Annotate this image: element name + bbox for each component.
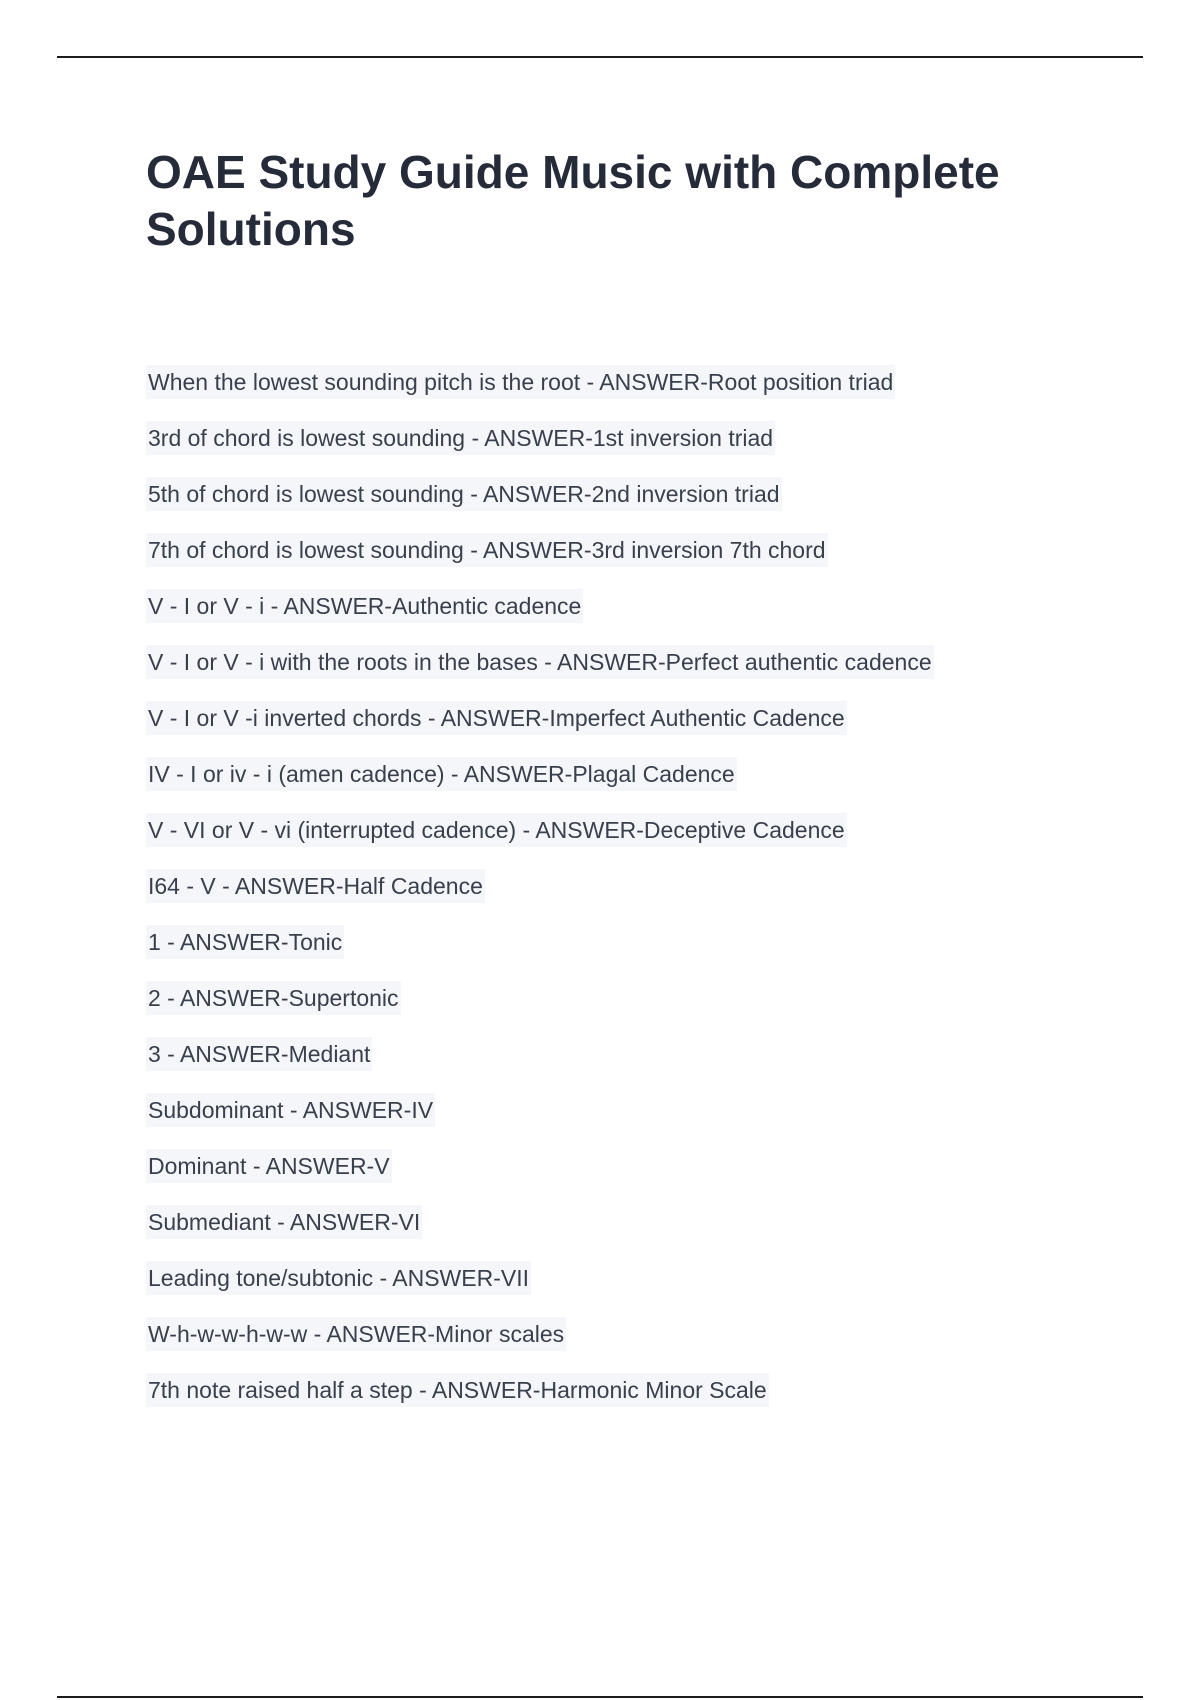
qa-text: Dominant - ANSWER-V bbox=[146, 1149, 392, 1183]
qa-text: 3 - ANSWER-Mediant bbox=[146, 1037, 372, 1071]
qa-text: V - I or V -i inverted chords - ANSWER-Imperfect Authentic Cadence bbox=[146, 701, 847, 735]
list-item bbox=[146, 533, 934, 589]
list-item bbox=[146, 701, 934, 757]
list-item bbox=[146, 1093, 934, 1149]
qa-text: V - VI or V - vi (interrupted cadence) - ANSWER-Deceptive Cadence bbox=[146, 813, 847, 847]
list-item bbox=[146, 925, 934, 981]
qa-text: 7th note raised half a step - ANSWER-Harmonic Minor Scale bbox=[146, 1373, 769, 1407]
list-item bbox=[146, 1149, 934, 1205]
list-item bbox=[146, 645, 934, 701]
list-item bbox=[146, 1373, 934, 1429]
qa-text: Leading tone/subtonic - ANSWER-VII bbox=[146, 1261, 531, 1295]
qa-text: 1 - ANSWER-Tonic bbox=[146, 925, 344, 959]
qa-text: Subdominant - ANSWER-IV bbox=[146, 1093, 435, 1127]
list-item bbox=[146, 813, 934, 869]
qa-text: When the lowest sounding pitch is the root - ANSWER-Root position triad bbox=[146, 365, 895, 399]
qa-text: V - I or V - i with the roots in the bases - ANSWER-Perfect authentic cadence bbox=[146, 645, 934, 679]
bottom-divider bbox=[57, 1696, 1143, 1698]
list-item bbox=[146, 1261, 934, 1317]
list-item bbox=[146, 1037, 934, 1093]
list-item bbox=[146, 1205, 934, 1261]
list-item bbox=[146, 421, 934, 477]
qa-text: IV - I or iv - i (amen cadence) - ANSWER-Plagal Cadence bbox=[146, 757, 737, 791]
page-title: OAE Study Guide Music with Complete Solutions bbox=[146, 146, 1000, 255]
list-item bbox=[146, 757, 934, 813]
top-divider bbox=[57, 56, 1143, 58]
qa-text: Submediant - ANSWER-VI bbox=[146, 1205, 422, 1239]
qa-text: V - I or V - i - ANSWER-Authentic cadence bbox=[146, 589, 583, 623]
qa-text: 2 - ANSWER-Supertonic bbox=[146, 981, 401, 1015]
qa-text: 3rd of chord is lowest sounding - ANSWER-1st inversion triad bbox=[146, 421, 775, 455]
list-item bbox=[146, 1317, 934, 1373]
list-item bbox=[146, 589, 934, 645]
qa-text: 7th of chord is lowest sounding - ANSWER-3rd inversion 7th chord bbox=[146, 533, 828, 567]
qa-list bbox=[146, 365, 934, 1429]
qa-text: 5th of chord is lowest sounding - ANSWER-2nd inversion triad bbox=[146, 477, 782, 511]
qa-text: W-h-w-w-h-w-w - ANSWER-Minor scales bbox=[146, 1317, 566, 1351]
qa-text: I64 - V - ANSWER-Half Cadence bbox=[146, 869, 485, 903]
list-item bbox=[146, 365, 934, 421]
list-item bbox=[146, 477, 934, 533]
list-item bbox=[146, 981, 934, 1037]
list-item bbox=[146, 869, 934, 925]
